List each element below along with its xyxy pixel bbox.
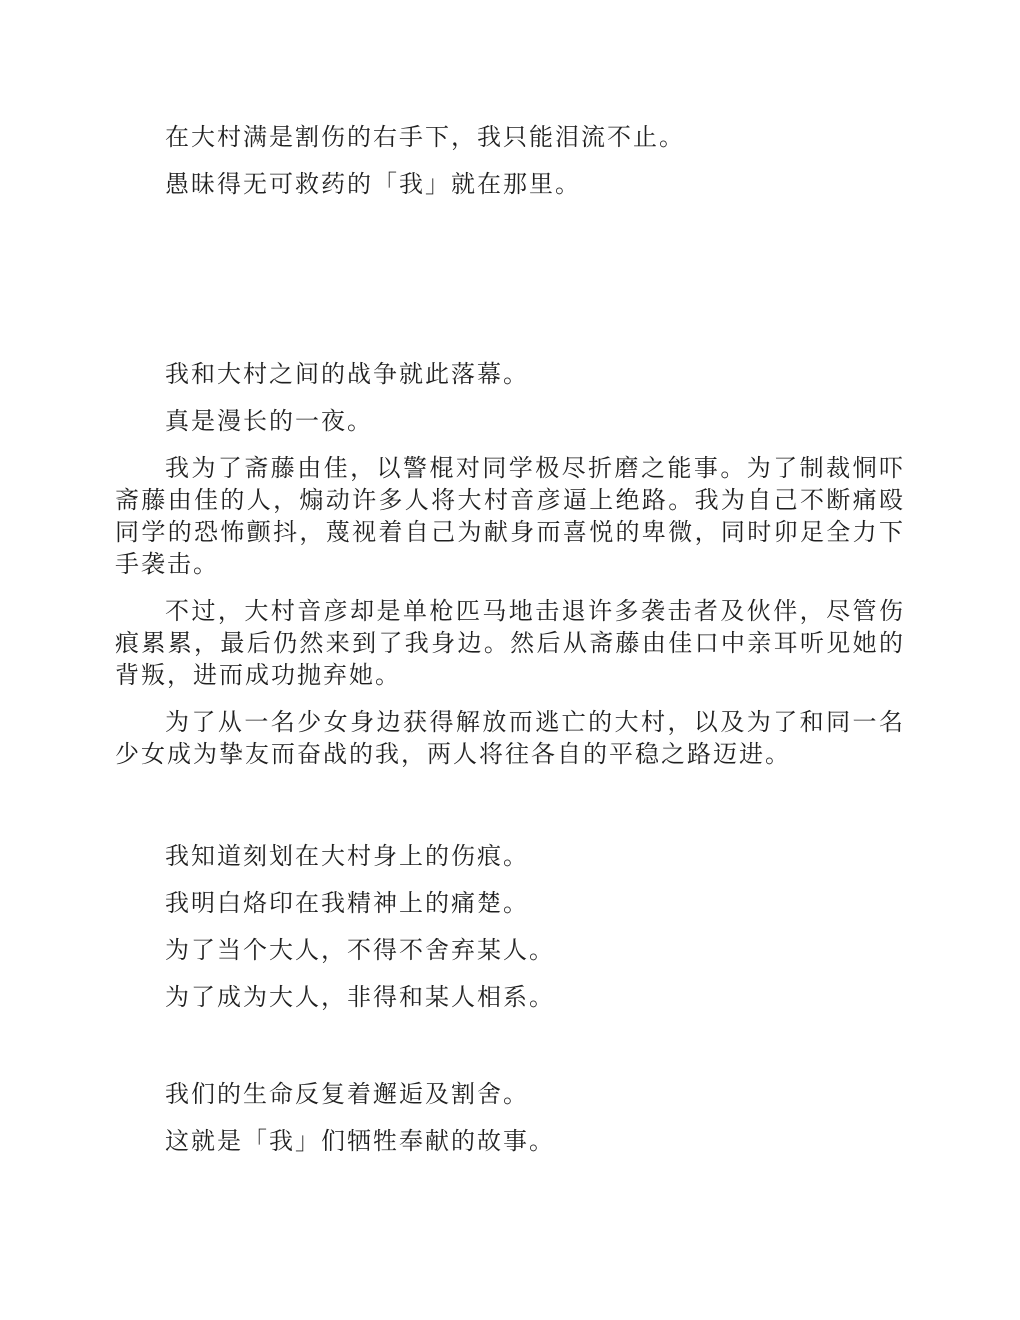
paragraph: 我知道刻划在大村身上的伤痕。: [165, 844, 529, 870]
paragraph: 在大村满是割伤的右手下，我只能泪流不止。: [165, 125, 685, 151]
blank-gap: [115, 1029, 905, 1079]
paragraph: 我为了斋藤由佳，以警棍对同学极尽折磨之能事。为了制裁恫吓斋藤由佳的人，煽动许多人将大村音彦逼上绝路。我为自己不断痛殴同学的恐怖颤抖，蔑视着自己为献身而喜悦的卑微，同时卯足全力下手袭击。: [115, 456, 905, 578]
paragraph: 愚昧得无可救药的「我」就在那里。: [165, 172, 581, 198]
blank-gap: [115, 786, 905, 841]
text-column: [115, 122, 905, 1173]
paragraph: 为了从一名少女身边获得解放而逃亡的大村，以及为了和同一名少女成为挚友而奋战的我，两人将往各自的平稳之路迈进。: [115, 710, 905, 768]
paragraph: 为了成为大人，非得和某人相系。: [165, 985, 555, 1011]
paragraph: 真是漫长的一夜。: [165, 409, 373, 435]
paragraph: 不过，大村音彦却是单枪匹马地击退许多袭击者及伙伴，尽管伤痕累累，最后仍然来到了我身边。然后从斋藤由佳口中亲耳听见她的背叛，进而成功抛弃她。: [115, 599, 905, 689]
paragraph: 为了当个大人，不得不舍弃某人。: [165, 938, 555, 964]
blank-gap: [115, 216, 905, 359]
paragraph: 这就是「我」们牺牲奉献的故事。: [165, 1129, 555, 1155]
paragraph: 我明白烙印在我精神上的痛楚。: [165, 891, 529, 917]
paragraph: 我和大村之间的战争就此落幕。: [165, 362, 529, 388]
paragraph: 我们的生命反复着邂逅及割舍。: [165, 1082, 529, 1108]
